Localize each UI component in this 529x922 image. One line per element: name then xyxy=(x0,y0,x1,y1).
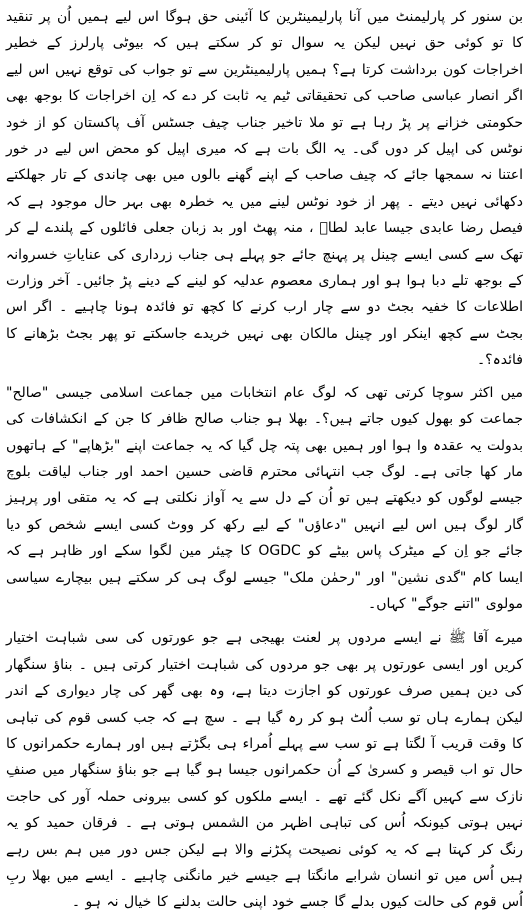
paragraph-1: بن سنور کر پارلیمنٹ میں آنا پارلیمینٹرین کا آئینی حق ہوگا اس لیے ہمیں اُن پر تنقید کا تو کوئی حق نہیں لیکن یہ سوال تو کر سکتے ہیں کہ بیوٹی پارلرز کے خطیر اخراجات کون برداشت کرتا ہے؟ ہمیں پارلیمینٹرین سے تو جواب کی توقع نہیں اس لیے اگر انصار عباسی صاحب کی تحقیقاتی ٹیم یہ ثابت کر دے کہ اِن اخراجات کا بوجھ بھی حکومتی خزانے پر پڑ رہا ہے تو ملا تاخیر جناب چیف جسٹس آف پاکستان کو از خود نوٹس کی اپیل کر دوں گی۔ یہ الگ بات ہے کہ میری اپیل کو محض اس لیے در خور اعتنا نہ سمجھا جائے کہ چیف صاحب کے اپنے گھنے بالوں میں بھی چاندی کے تار جھلکتے دکھائی نہیں دیتے ۔ پھر از خود نوٹس لینے میں یہ خطرہ بھی بہر حال موجود ہے کہ فیصل رضا عابدی جیسا عابد لطاؔ ، منہ پھٹ اور بد زبان جعلی فائلوں کے پلندے لے کر تھک سے کسی ایسے چینل پر پہنچ جائے جو پہلے ہی جناب زرداری کی عنایاتِ خسروانہ کے بوجھ تلے دبا ہوا ہو اور ہماری معصوم عدلیہ کو لینے کے دینے پڑ جائیں۔ آخر وزارت اطلاعات کا خفیہ بجٹ دو سے چار ارب کرنے کا کچھ تو فائدہ ہونا چاہیے ۔ اگر اس بجٹ سے کچھ اینکر اور چینل مالکان بھی نہیں خریدے جاسکتے تو پھر بجٹ بڑھانے کا فائدہ؟۔ xyxy=(6,9,523,369)
paragraph-2: میں اکثر سوچا کرتی تھی کہ لوگ عام انتخابات میں جماعت اسلامی جیسی "صالح" جماعت کو بھول کیوں جاتے ہیں؟۔ بھلا ہو جناب صالح ظافر کا جن کے انکشافات کی بدولت یہ عقدہ وا ہوا اور ہمیں بھی پتہ چل گیا کہ یہ جماعت اپنے "بڑھاپے" کے ہاتھوں مار کھا جاتی ہے۔ لوگ جب انتہائی محترم قاضی حسین احمد اور جناب لیاقت بلوچ جیسے لوگوں کو دیکھتے ہیں تو اُن کے دل سے یہ آواز نکلتی ہے کہ یہ متقی اور پرہیز گار لوگ ہیں اس لیے انہیں "دعاؤں" کے لیے رکھ کر ووٹ کسی ایسے شخص کو دیا جائے جو اِن کے میٹرک پاس بیٹے کو OGDC کا چیئر مین لگوا سکے اور ظاہر ہے کہ ایسا کام "گدی نشین" اور "رحمٰن ملک" جیسے لوگ ہی کر سکتے ہیں بیچارے سیاسی مولوی "اتنے جوگے" کہاں۔ xyxy=(6,384,524,612)
paragraph-3: میرے آقا ﷺ نے ایسے مردوں پر لعنت بھیجی ہے جو عورتوں کی سی شباہت اختیار کریں اور ایسی عورتوں پر بھی جو مردوں کی شباہت اختیار کرتی ہیں ۔ بناؤ سنگھار کی دین ہمیں صرف عورتوں کو اجازت دیتا ہے، وہ بھی گھر کی چار دیواری کے اندر لیکن ہمارے ہاں تو سب اُلٹ ہو کر رہ گیا ہے ۔ سچ ہے کہ جب کسی قوم کی تباہی کا وقت قریب آ لگتا ہے تو سب سے پہلے اُمراء ہی بگڑتے ہیں اور ہمارے حکمرانوں کا حال تو اب قیصر و کسریٰ کے اُن حکمرانوں جیسا ہو گیا ہے جو بناؤ سنگھار میں صنفِ نازک سے کہیں آگے نکل گئے تھے ۔ ایسے ملکوں کو کسی بیرونی حملہ آور کی حاجت نہیں ہوتی کیونکہ اُس کی تباہی اظہر من الشمس ہوتی ہے ۔ فرقان حمید کو یہ رنگ کر کہتا ہے کہ یہ کوئی نصیحت پکڑنے والا ہے لیکن جس دور میں ہم بس رہے ہیں اُس میں تو انسان شرابے مانگتا ہے جیسے خیر مانگنی چاہیے ۔ ایسے میں بھلا ربِ اُس قوم کی حالت کیوں بدلے گا جسے خود اپنی حالت بدلنے کا خیال نہ ہو ۔ xyxy=(6,630,523,911)
